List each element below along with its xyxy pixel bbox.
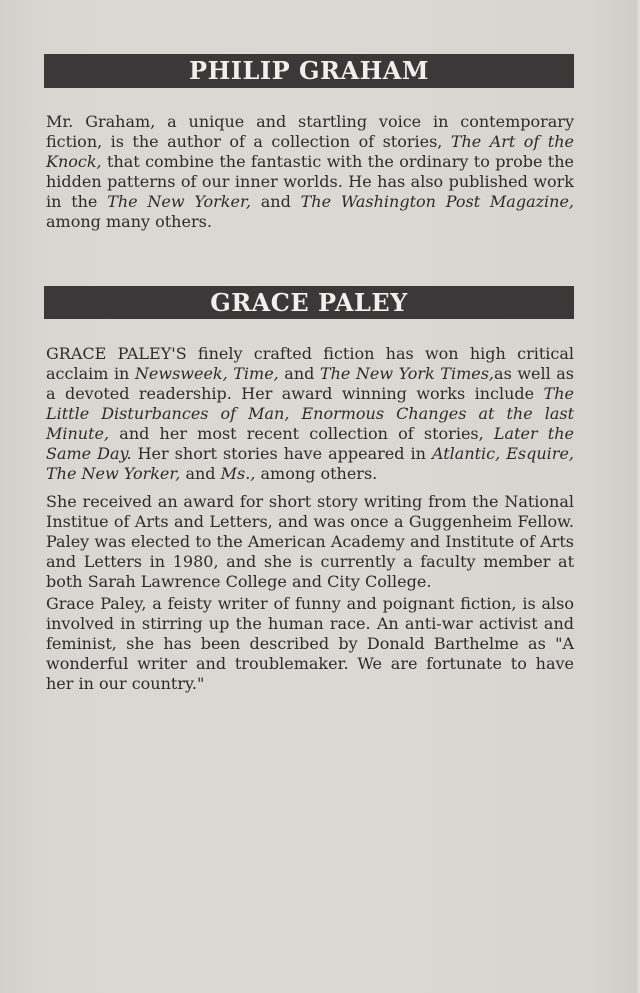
text-run: and — [250, 192, 301, 211]
section-banner-philip-graham — [44, 54, 574, 88]
text-run: as well as a devoted readership. Her award winning works include — [46, 364, 575, 403]
text-run: that combine the fantastic with the ordinary to probe the hidden patterns of our inner worlds. He has also published work in the — [46, 152, 574, 211]
text-run: She received an award for short story writing from the National Institue of Arts and Letters, and was once a Guggenheim Fellow. Paley was elected to the American Academy and Institute of Arts and Letters in 1980, and she is currently a faculty member at both Sarah Lawrence College and City College. — [46, 492, 574, 591]
text-run: Mr. Graham, a unique and startling voice in contemporary fiction, is the author of a collection of stories, — [46, 112, 574, 151]
italic-text-run: Atlantic, Esquire, The New Yorker, — [46, 444, 575, 483]
italic-text-run: Later the Same Day. — [46, 424, 575, 463]
text-run: and — [278, 364, 320, 383]
bio-paragraph — [46, 492, 574, 592]
bio-paragraph — [46, 112, 574, 232]
section-title-grace-paley: GRACE PALEY — [210, 287, 408, 317]
italic-text-run: Newsweek, Time, — [134, 364, 279, 383]
bio-philip-graham — [46, 112, 574, 232]
text-run: and her most recent collection of stories, — [109, 424, 494, 443]
text-run: GRACE PALEY'S finely crafted fiction has won high critical acclaim in — [46, 344, 574, 383]
section-banner-grace-paley — [44, 286, 574, 319]
italic-text-run: The Washington Post Magazine, — [300, 192, 575, 211]
italic-text-run: The Art of the Knock, — [46, 132, 575, 171]
italic-text-run: The New York Times, — [319, 364, 495, 383]
text-run: among others. — [255, 464, 378, 483]
page-edge — [635, 0, 640, 993]
text-run: and — [180, 464, 221, 483]
bio-grace-paley — [46, 344, 574, 694]
text-run: Her short stories have appeared in — [131, 444, 432, 463]
bio-paragraph — [46, 594, 574, 694]
italic-text-run: The New Yorker, — [107, 192, 251, 211]
italic-text-run: The Little Disturbances of Man, Enormous Changes at the last Minute, — [46, 384, 574, 443]
italic-text-run: Ms., — [220, 464, 256, 483]
bio-paragraph — [46, 344, 574, 484]
text-run: Grace Paley, a feisty writer of funny and poignant fiction, is also involved in stirring up the human race. An anti-war activist and feminist, she has been described by Donald Barthelme as "A wonderful writer and troublemaker. We are fortunate to have her in our country." — [46, 594, 574, 693]
section-title-philip-graham: PHILIP GRAHAM — [189, 56, 429, 85]
text-run: among many others. — [46, 212, 212, 231]
